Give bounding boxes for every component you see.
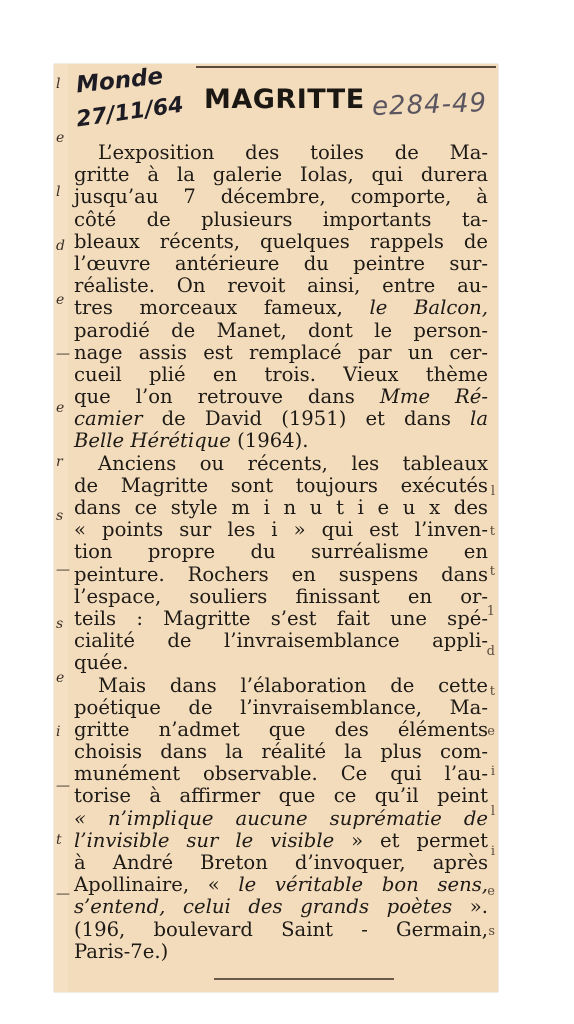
right-margin-fragment: t [489,524,495,539]
newspaper-clipping [54,64,498,992]
text-run: ». [452,895,489,919]
text-run: L’exposition des toiles de Ma- [98,141,488,164]
text-run: gritte à la galerie Iolas, qui durera [74,163,488,187]
text-run: torise à affirmer que ce qu’il peint [74,784,488,808]
right-margin-fragment: s [488,924,495,939]
handwritten-date: 27/11/64 [74,92,186,133]
right-margin-fragment: e [487,724,495,739]
article-body [74,142,488,963]
text-run: tion propre du surréalisme en [74,540,488,564]
article-line [74,164,488,186]
italic-text: le véritable bon sens, [238,873,488,897]
text-run: (1964). [230,429,309,453]
article-line [74,652,488,674]
left-margin-fragment: s [56,616,64,632]
text-run: dans ce style m i n u t i e u x des [74,496,488,519]
text-run: l’œuvre antérieure du peintre sur- [74,251,488,275]
text-run: teils : Magritte s’est fait une spé- [74,606,488,630]
article-line [74,342,488,364]
article-line [74,608,488,630]
left-margin-fragment: e [56,670,65,686]
text-run: « points sur les i » qui est l’inven- [74,518,488,542]
italic-text: « n’implique aucune suprématie de [74,806,488,830]
text-run: (196, boulevard Saint - Germain, [74,917,488,941]
right-margin-fragment: i [490,764,495,779]
italic-text: le Balcon, [369,296,488,320]
left-margin-fragment: t [56,832,62,848]
article-line [74,453,488,475]
text-run: jusqu’au 7 décembre, comporte, à [74,185,488,209]
article-line [74,497,488,519]
article-line [74,741,488,763]
text-run: côté de plusieurs importants ta- [74,207,488,231]
article-line [74,941,488,963]
article-line [74,763,488,785]
left-margin-fragments [54,64,68,992]
text-run: choisis dans la réalité la plus com- [74,740,488,764]
article-line [74,475,488,497]
text-run: réaliste. On revoit ainsi, entre au- [74,274,488,298]
article-line [74,408,488,430]
left-margin-fragment: e [56,292,65,308]
article-line [74,896,488,918]
right-margin-fragment: i [490,844,495,859]
left-margin-fragment: — [56,886,70,902]
right-margin-fragment: l [490,484,495,499]
left-margin-fragment: l [56,184,61,200]
right-margin-fragment: e [487,884,495,899]
italic-text: l’invisible sur le visible [74,828,335,852]
text-run: parodié de Manet, dont le person- [74,318,488,342]
right-margin-fragment: d [486,644,495,659]
italic-text: Mme Ré- [379,385,489,409]
italic-text: camier [74,407,143,431]
top-rule [196,66,496,68]
text-run: gritte n’admet que des éléments [74,717,488,741]
article-line [74,808,488,830]
text-run: poétique de l’invraisemblance, Ma- [74,695,488,719]
left-margin-fragment: — [56,346,70,362]
text-run: de Magritte sont toujours exécutés [74,473,488,497]
text-run: cueil plié en trois. Vieux thème [74,362,488,386]
bottom-rule [214,978,394,980]
italic-text: la [470,407,488,431]
article-line [74,430,488,452]
article-line [74,785,488,807]
right-margin-fragment: t [489,684,495,699]
text-run: Apollinaire, « [74,873,239,897]
left-margin-fragment: — [56,778,70,794]
text-run: de David (1951) et dans [142,407,471,431]
text-run: » et permet [334,828,489,852]
article-line [74,209,488,231]
article-paragraph [74,453,488,675]
article-line [74,586,488,608]
article-line [74,275,488,297]
article-line [74,919,488,941]
article-line [74,231,488,253]
article-paragraph [74,675,488,963]
left-margin-fragment: d [56,238,65,254]
article-line [74,519,488,541]
text-run: que l’on retrouve dans [74,385,380,409]
text-run: cialité de l’invraisemblance appli- [74,629,488,653]
left-margin-fragment: l [56,76,61,92]
article-line [74,142,488,164]
article-line [74,297,488,319]
article-line [74,852,488,874]
article-line [74,186,488,208]
article-line [74,253,488,275]
right-margin-fragment: l [490,804,495,819]
article-line [74,364,488,386]
handwritten-reference: e284-49 [371,88,488,122]
article-line [74,719,488,741]
left-margin-fragment: — [56,562,70,578]
article-line [74,874,488,896]
right-margin-fragment: 1 [486,604,495,619]
text-run: quée. [74,651,129,675]
italic-text: s’entend, celui des grands poètes [74,895,453,919]
article-line [74,541,488,563]
left-margin-fragment: e [56,400,65,416]
left-margin-fragment: s [56,508,64,524]
text-run: tres morceaux fameux, [74,296,370,320]
article-line [74,830,488,852]
text-run: bleaux récents, quelques rappels de [74,229,488,253]
article-line [74,564,488,586]
text-run: l’espace, souliers finissant en or- [74,584,488,608]
article-line [74,320,488,342]
text-run: à André Breton d’invoquer, après [74,851,488,874]
article-line [74,630,488,652]
text-run: peinture. Rochers en suspens dans [74,562,488,586]
text-run: Paris-7e.) [74,939,169,963]
article-line [74,697,488,719]
right-margin-fragment: t [489,564,495,579]
article-paragraph [74,142,488,453]
text-run: Anciens ou récents, les tableaux [98,451,488,475]
article-line [74,386,488,408]
left-margin-fragment: r [56,454,63,470]
text-run: munément observable. Ce qui l’au- [74,762,488,786]
article-line [74,675,488,697]
text-run: Mais dans l’élaboration de cette [98,673,488,697]
text-run: nage assis est remplacé par un cer- [74,340,488,364]
left-margin-fragment: e [56,130,65,146]
article-title: MAGRITTE [204,84,365,115]
handwritten-journal-name: Monde [74,63,165,99]
left-margin-fragment: i [56,724,61,740]
italic-text: Belle Hérétique [74,429,231,453]
